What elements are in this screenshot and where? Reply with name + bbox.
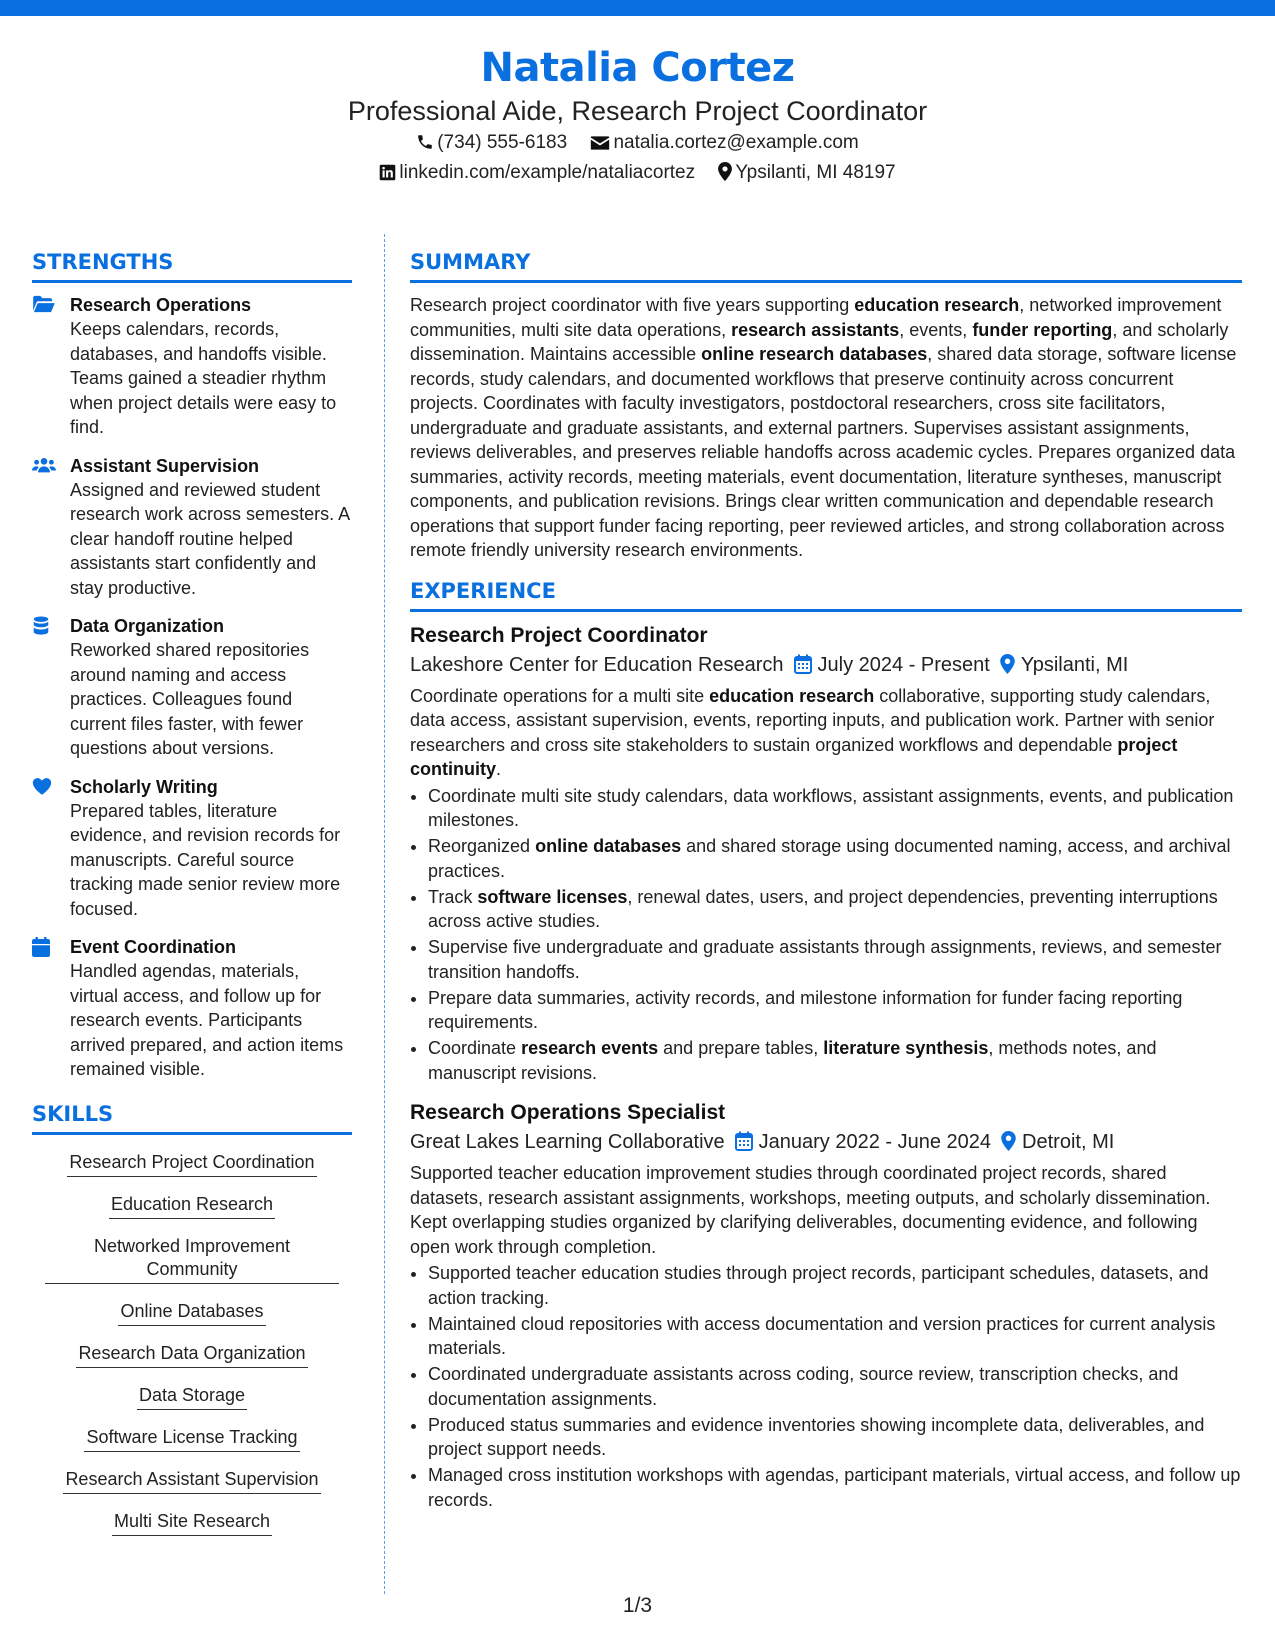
text-segment: , and scholarly dissemination. Maintains accessible	[410, 319, 1229, 364]
company-name: Lakeshore Center for Education Research	[410, 653, 784, 676]
text-segment: Supported teacher education studies through project records, participant schedules, datasets, and action tracking.	[428, 1263, 1209, 1308]
text-segment: Produced status summaries and evidence inventories showing incomplete data, deliverables, and project support needs.	[428, 1414, 1205, 1459]
strength-item	[32, 614, 352, 761]
skill-item	[32, 1462, 352, 1504]
calendar-icon	[32, 937, 56, 957]
summary-text	[410, 293, 1242, 563]
top-accent-bar	[0, 0, 1275, 16]
job-location: Ypsilanti, MI	[1020, 653, 1129, 676]
left-column	[32, 248, 352, 1546]
bullet-item	[428, 1463, 1242, 1512]
users-icon	[32, 456, 56, 476]
text-segment: Reorganized	[428, 836, 536, 856]
strength-item	[32, 293, 352, 440]
job-entry	[410, 1099, 1242, 1512]
strength-title: Assistant Supervision	[70, 455, 260, 476]
job-title: Research Operations Specialist	[410, 1101, 726, 1124]
strength-item	[32, 935, 352, 1082]
calendar-icon	[794, 654, 812, 674]
location-text: Ypsilanti, MI 48197	[735, 162, 896, 183]
job-entry	[410, 622, 1242, 1086]
text-segment: , events,	[899, 319, 973, 340]
resume-header	[0, 42, 1275, 188]
skill-label: Data Storage	[137, 1384, 247, 1410]
text-segment: Supported teacher education improvement studies through coordinated project records, shared datasets, research assistant assignments, workshops, meeting outputs, and scholarly dissemination. Kept overlapping studies organized by clarifying deliverables, documenting evidence, and following open work through completion.	[410, 1163, 1211, 1257]
skill-label: Research Assistant Supervision	[63, 1468, 320, 1494]
candidate-name: Natalia Cortez	[480, 45, 795, 91]
text-segment: Coordinate	[428, 1038, 522, 1058]
skill-label: Networked Improvement Community	[45, 1235, 339, 1284]
skill-label: Research Data Organization	[76, 1342, 307, 1368]
text-segment: Supervise five undergraduate and graduate assistants through assignments, reviews, and semester transition handoffs.	[428, 937, 1222, 982]
column-divider	[384, 234, 385, 1594]
job-bullets	[410, 784, 1242, 1086]
bullet-item	[428, 1362, 1242, 1411]
calendar-icon	[735, 1131, 753, 1151]
text-segment: Coordinate operations for a multi site	[410, 685, 710, 706]
right-column	[410, 248, 1242, 1514]
bold-keyword: online research databases	[701, 344, 928, 364]
skill-label: Research Project Coordination	[67, 1151, 316, 1177]
email-text: natalia.cortez@example.com	[613, 132, 859, 153]
contact-line-1	[0, 128, 1275, 158]
text-segment: , shared data storage, software license records, study calendars, and documented workflows that preserve continuity across concurrent projects. Coordinates with faculty investigators, postdoctoral researchers, cross site facilitators, undergraduate and graduate assistants, and external partners. Supervises assistant assignments, reviews deliverables, and preserves reliable handoffs across academic cycles. Prepares organized data summaries, activity records, meeting materials, event documentation, literature syntheses, manuscript components, and publication revisions. Brings clear written communication and dependable research operations that support funder facing reporting, peer reviewed articles, and strong collaboration across remote friendly university research environments.	[410, 344, 1237, 560]
skill-item	[32, 1336, 352, 1378]
bold-keyword: research events	[521, 1038, 659, 1058]
experience-list	[410, 622, 1242, 1513]
bullet-item	[428, 1261, 1242, 1310]
bullet-item	[428, 1036, 1242, 1085]
skills-heading: SKILLS	[32, 1100, 352, 1135]
text-segment: .	[496, 759, 502, 779]
phone-item	[416, 132, 572, 153]
text-segment: collaborative, supporting study calendars, data access, assistant supervision, events, reporting inputs, and publication work. Partner with senior researchers and cross site stakeholders to sustain organized workflows and dependable	[410, 685, 1215, 755]
strength-title: Research Operations	[70, 295, 252, 315]
text-segment: Coordinated undergraduate assistants across coding, source review, transcription checks, and documentation assignments.	[428, 1364, 1179, 1409]
strength-title: Event Coordination	[70, 937, 236, 957]
strength-description: Prepared tables, literature evidence, and revision records for manuscripts. Careful source tracking made senior review more focused.	[70, 800, 341, 919]
bullet-item	[428, 986, 1242, 1035]
skill-item	[32, 1378, 352, 1420]
company-name: Great Lakes Learning Collaborative	[410, 1131, 725, 1153]
text-segment: Managed cross institution workshops with agendas, participant materials, virtual access, and follow up records.	[428, 1465, 1241, 1510]
bullet-item	[428, 935, 1242, 984]
skills-list	[32, 1145, 352, 1546]
bold-keyword: project continuity	[410, 734, 1178, 779]
phone-icon	[416, 133, 434, 151]
bullet-item	[428, 784, 1242, 833]
bullet-item	[428, 834, 1242, 883]
skill-item	[32, 1420, 352, 1462]
job-location: Detroit, MI	[1022, 1131, 1115, 1153]
experience-heading: EXPERIENCE	[410, 577, 1242, 612]
skill-item	[32, 1229, 352, 1294]
page-number: 1/3	[622, 1594, 653, 1617]
envelope-icon	[590, 135, 610, 151]
bold-keyword: research assistants	[731, 319, 900, 340]
strength-description: Keeps calendars, records, databases, and handoffs visible. Teams gained a steadier rhythm when project details were easy to find.	[70, 319, 337, 437]
skill-item	[32, 1294, 352, 1336]
job-meta	[410, 650, 1242, 680]
job-summary	[410, 684, 1242, 782]
email-item[interactable]	[590, 132, 858, 153]
database-icon	[32, 616, 56, 636]
map-pin-icon	[718, 162, 732, 181]
linkedin-icon	[379, 164, 396, 181]
strength-description: Assigned and reviewed student research work across semesters. A clear handoff routine helped assistants start confidently and stay productive.	[70, 479, 350, 598]
bold-keyword: education research	[854, 295, 1020, 315]
bold-keyword: online databases	[535, 836, 682, 856]
strengths-heading: STRENGTHS	[32, 248, 352, 283]
location-item	[718, 162, 895, 183]
strength-description: Handled agendas, materials, virtual access, and follow up for research events. Participants arrived prepared, and action items remained visible.	[70, 961, 344, 1079]
candidate-role: Professional Aide, Research Project Coordinator	[347, 96, 928, 126]
job-bullets	[410, 1261, 1242, 1512]
strength-title: Scholarly Writing	[70, 776, 218, 797]
skill-label: Multi Site Research	[112, 1510, 272, 1536]
skill-label: Software License Tracking	[84, 1426, 299, 1452]
bullet-item	[428, 885, 1242, 934]
bullet-item	[428, 1413, 1242, 1462]
strengths-list	[32, 293, 352, 1082]
bold-keyword: literature synthesis	[823, 1038, 989, 1058]
bullet-item	[428, 1312, 1242, 1361]
text-segment: Track	[428, 886, 478, 907]
skill-item	[32, 1145, 352, 1187]
map-pin-icon	[1000, 654, 1015, 674]
job-title: Research Project Coordinator	[410, 623, 708, 647]
skill-item	[32, 1504, 352, 1546]
strength-title: Data Organization	[70, 616, 225, 636]
strength-item	[32, 775, 352, 922]
text-segment: , networked improvement communities, multi site data operations,	[410, 295, 1222, 340]
contact-line-2	[0, 158, 1275, 188]
job-meta	[410, 1127, 1242, 1157]
job-dates: January 2022 - June 2024	[758, 1131, 992, 1153]
folder-open-icon	[32, 295, 56, 315]
map-pin-icon	[1001, 1131, 1016, 1151]
strength-description: Reworked shared repositories around naming and access practices. Colleagues found current files faster, with fewer questions about versions.	[70, 640, 310, 758]
text-segment: and prepare tables,	[658, 1038, 824, 1058]
text-segment: , renewal dates, users, and project dependencies, preventing interruptions across active studies.	[428, 886, 1218, 931]
linkedin-item[interactable]	[379, 162, 700, 183]
text-segment: Prepare data summaries, activity records, and milestone information for funder facing reporting requirements.	[428, 987, 1183, 1032]
heart-icon	[32, 777, 56, 797]
text-segment: and shared storage using documented naming, access, and archival practices.	[428, 836, 1231, 881]
bold-keyword: funder reporting	[972, 319, 1113, 340]
linkedin-text: linkedin.com/example/nataliacortez	[399, 162, 696, 183]
job-summary	[410, 1161, 1242, 1259]
text-segment: Maintained cloud repositories with access documentation and version practices for current analysis materials.	[428, 1313, 1216, 1358]
bold-keyword: education research	[709, 685, 875, 706]
text-segment: Coordinate multi site study calendars, data workflows, assistant assignments, events, and publication milestones.	[428, 785, 1234, 830]
skill-label: Online Databases	[118, 1300, 265, 1326]
skill-label: Education Research	[109, 1193, 275, 1219]
bold-keyword: software licenses	[477, 886, 628, 907]
strength-item	[32, 454, 352, 601]
summary-heading: SUMMARY	[410, 248, 1242, 283]
text-segment: , methods notes, and manuscript revisions.	[428, 1038, 1157, 1083]
job-dates: July 2024 - Present	[817, 653, 990, 676]
skill-item	[32, 1187, 352, 1229]
phone-text: (734) 555-6183	[437, 132, 568, 153]
text-segment: Research project coordinator with five years supporting	[410, 295, 855, 315]
